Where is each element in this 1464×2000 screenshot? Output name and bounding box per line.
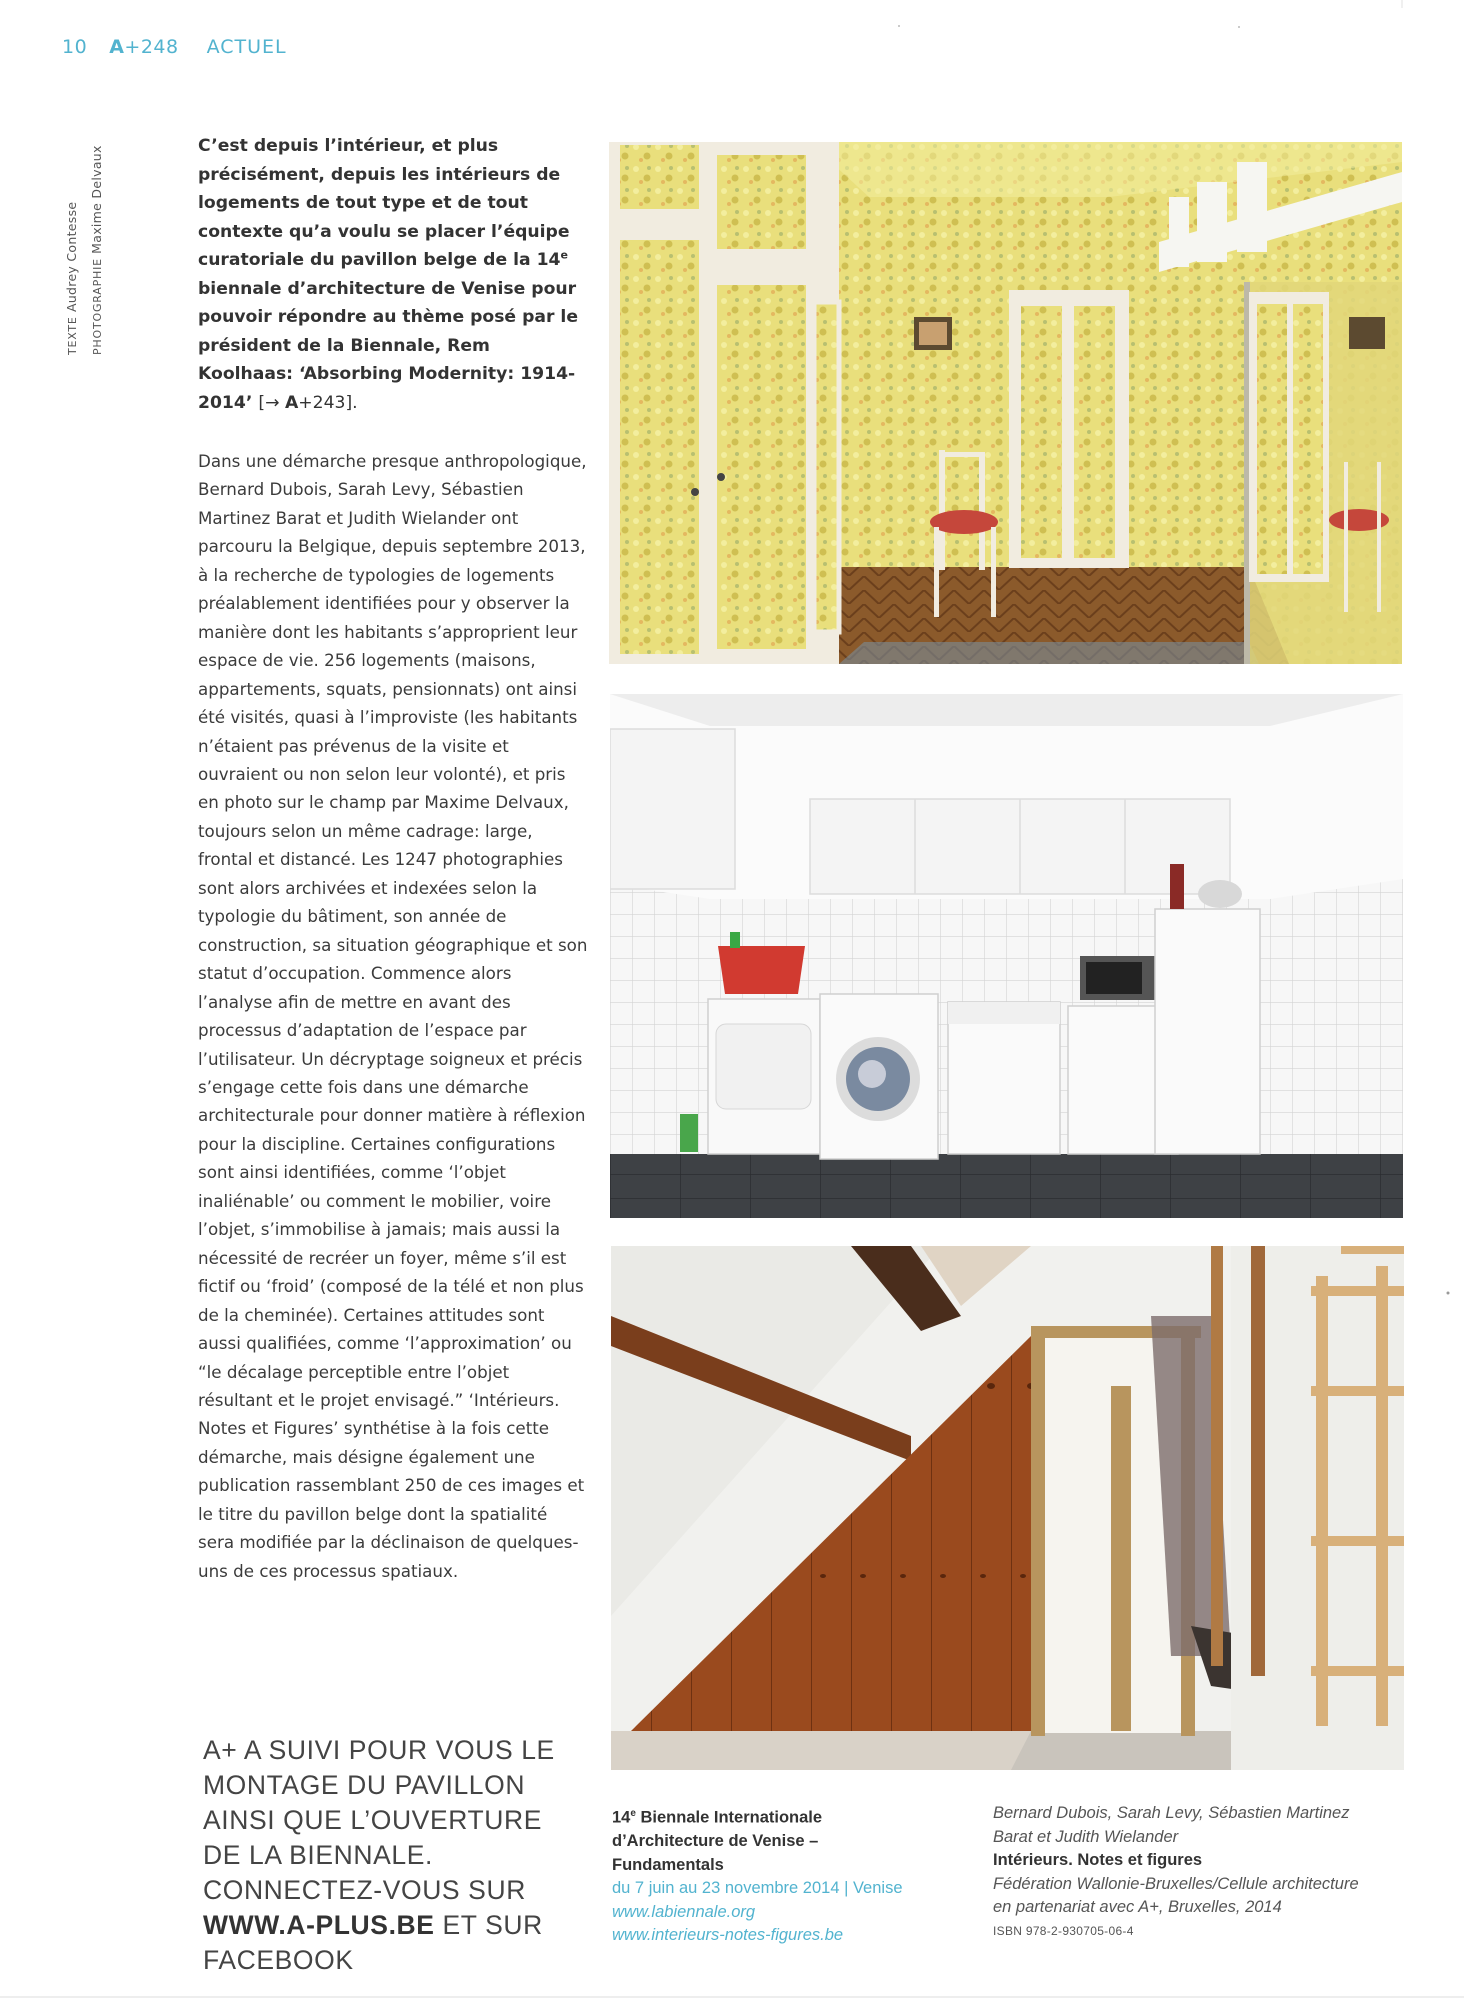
photo-wallpaper-room [609,142,1402,664]
event-link-pavilion[interactable]: www.interieurs-notes-figures.be [612,1926,844,1944]
article-column [198,132,588,1585]
photo-attic-room [611,1246,1404,1770]
caption-book [993,1802,1373,1943]
page-number: 10 [62,36,88,58]
event-dates: du 7 juin au 23 novembre 2014 | Venise [612,1879,903,1897]
article-credits [60,115,110,355]
book-title: Intérieurs. Notes et figures [993,1851,1203,1869]
text-credit [60,115,85,355]
event-title-sup: e [630,1808,636,1819]
book-publisher: Fédération Wallonie-Bruxelles/Cellule architecture en partenariat avec A+, Bruxelles, 2014 [993,1874,1359,1916]
photo-credit [85,115,110,355]
photo-credit-author: Maxime Delvaux [89,145,104,254]
caption-event [612,1802,932,1948]
event-title [612,1802,932,1877]
wallpaper-room-illustration [609,142,1402,664]
attic-room-illustration [611,1246,1404,1770]
running-header [62,36,287,62]
body-text [198,447,588,1585]
event-link-biennale[interactable]: www.labiennale.org [612,1902,756,1921]
laundry-room-illustration [610,694,1403,1218]
issue-suffix: +248 [124,36,179,58]
issue-number [109,36,178,58]
book-isbn: ISBN 978-2-930705-06-4 [993,1923,1134,1938]
text-credit-label: TEXTE [66,316,79,355]
lead-text-a: C’est depuis l’intérieur, et plus précisément, depuis les intérieurs de logements de tout type et de tout contexte qu’a voulu se placer l’équipe curatoriale du pavillon belge de la 14 [198,136,570,270]
lead-paragraph [198,132,588,417]
event-title-a: 14 [612,1808,631,1827]
text-credit-author: Audrey Contesse [64,201,79,313]
photo-laundry-room [610,694,1403,1218]
event-title-b: Biennale Internationale d’Architecture de Venise – Fundamentals [612,1808,823,1874]
issue-prefix: A [109,36,125,58]
lead-superscript: e [560,248,568,262]
promo-tail: ET SUR FACEBOOK [203,1910,543,1975]
book-authors: Bernard Dubois, Sarah Levy, Sébastien Martinez Barat et Judith Wielander [993,1804,1350,1846]
promo-text: A+ A SUIVI POUR VOUS LE MONTAGE DU PAVILLON AINSI QUE L’OUVERTURE DE LA BIENNALE. CONNECTEZ-VOUS SUR [203,1735,555,1905]
photo-credit-label: PHOTOGRAPHIE [91,258,104,355]
promo-link[interactable]: WWW.A-PLUS.BE [203,1910,435,1940]
section-rubric: ACTUEL [206,36,287,58]
body-paragraph: Dans une démarche presque anthropologique, Bernard Dubois, Sarah Levy, Sébastien Martinez Barat et Judith Wielander ont parcouru la Belgique, depuis septembre 2013, à la recherche de typologies de logements préalablement identifiées pour y observer la manière dont les habitants s’approprient leur espace de vie. 256 logements (maisons, appartements, squats, pensionnats) ont ainsi été visités, quasi à l’improviste (les habitants n’étaient pas prévenus de la visite et ouvraient ou non selon leur volonté), et pris en photo sur le champ par Maxime Delvaux, toujours selon un même cadrage: large, frontal et distancé. Les 1247 photographies sont alors archivées et indexées selon la typologie du bâtiment, son année de construction, sa situation géographique et son statut d’occupation. Commence alors l’analyse afin de mettre en avant des processus d’adaptation de l’espace par l’utilisateur. Un décryptage soigneux et précis s’engage cette fois dans une démarche architecturale pour donner matière à réflexion pour la discipline. Certaines configurations sont ainsi identifiées, comme ‘l’objet inaliénable’ ou comment le mobilier, voire l’objet, s’immobilise à jamais; mais aussi la nécessité de recréer un foyer, même s’il est fictif ou ‘froid’ (composé de la télé et non plus de la cheminée). Certaines attitudes sont aussi qualifiées, comme ‘l’approximation’ ou “le décalage perceptible entre l’objet résultant et le projet envisagé.” ‘Intérieurs. Notes et Figures’ synthétise à la fois cette démarche, mais désigne également une publication rassemblant 250 de ces images et le titre du pavillon belge dont la spatialité sera modifiée par la déclinaison de quelques-uns de ces processus spatiaux. [198,451,588,1581]
promo-callout [203,1733,583,1978]
lead-text-b: biennale d’architecture de Venise pour pouvoir répondre au thème posé par le président de la Biennale, Rem Koolhaas: ‘Absorbing Modernity: 1914-2014’ [198,278,578,413]
ref-close: +243]. [298,392,358,413]
ref-open: [→ [258,392,285,413]
cross-reference [258,393,357,413]
ref-bold: A [284,392,299,413]
